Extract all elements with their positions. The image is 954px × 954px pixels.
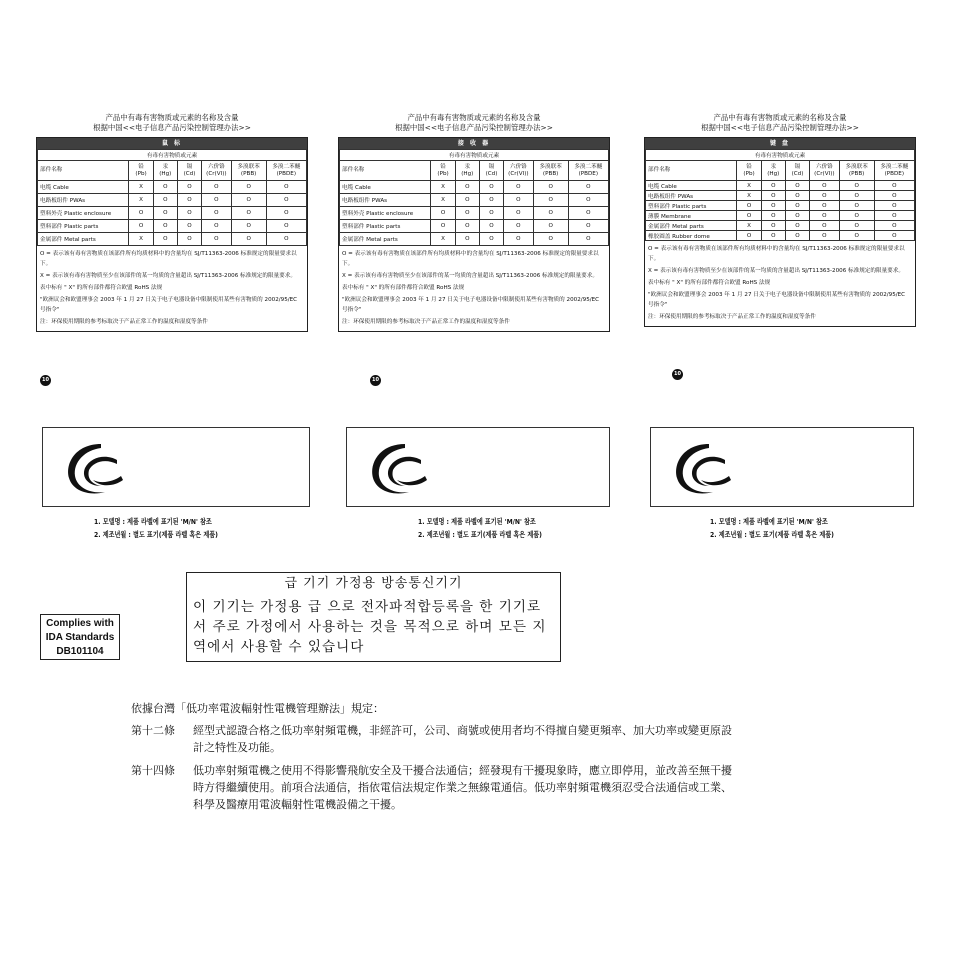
rohs-cell: O — [737, 231, 761, 241]
rohs-subheader: 有毒有害物质或元素 — [38, 150, 307, 161]
kc-mark-box — [42, 427, 310, 507]
korea-notice-body: 이 기기는 가정용 급 으로 전자파적합등록을 한 기기로서 주로 가정에서 사용하는 것을 목적으로 하며 모든 지역에서 사용할 수 있습니다 — [193, 599, 547, 655]
rohs-cell: O — [479, 194, 503, 207]
rohs-column-header: 六价铬 (Cr(VI)) — [504, 161, 534, 181]
korea-notice-title: 급 기기 가정용 방송통신기기 — [284, 576, 463, 591]
rohs-notes — [645, 241, 915, 326]
rohs-part-name: 薄膜 Membrane — [646, 211, 737, 221]
rohs-part-name: 电路板组件 PWAs — [646, 191, 737, 201]
kc-mark-box — [650, 427, 914, 507]
rohs-cell: O — [177, 181, 201, 194]
rohs-note: 表中标有 " X" 的所有部件都符合欧盟 RoHS 法规 — [342, 285, 465, 291]
taiwan-intro: 依據台灣「低功率電波輻射性電機管理辦法」規定： — [131, 702, 384, 715]
rohs-cell: O — [455, 207, 479, 220]
article-label: 第十四條 — [131, 764, 175, 777]
rohs-product-title: 接 收 器 — [339, 138, 609, 149]
rohs-cell: O — [153, 233, 177, 246]
table-row — [38, 220, 307, 233]
rohs-cell: O — [504, 194, 534, 207]
rohs-cell: O — [533, 181, 568, 194]
rohs-column-header: 部件名称 — [340, 161, 431, 181]
rohs-column-header: 铅 (Pb) — [129, 161, 153, 181]
rohs-part-name: 电缆 Cable — [38, 181, 129, 194]
rohs-heading-line: 产品中有毒有害物质或元素的名称及含量 — [713, 113, 847, 122]
rohs-product-title: 键 盘 — [645, 138, 915, 149]
rohs-column-header: 铅 (Pb) — [737, 161, 761, 181]
kc-notes — [94, 515, 218, 541]
rohs-cell: O — [202, 233, 232, 246]
table-row — [646, 231, 915, 241]
rohs-part-name: 塑料外壳 Plastic enclosure — [340, 207, 431, 220]
rohs-cell: O — [737, 201, 761, 211]
rohs-cell: X — [129, 181, 153, 194]
rohs-cell: O — [810, 211, 840, 221]
rohs-part-name: 塑料部件 Plastic parts — [340, 220, 431, 233]
rohs-notes — [37, 246, 307, 331]
rohs-note: X = 表示该有毒有害物质至少在该部件的某一均质的含量超出 SJ/T11363-2006 标准规定的限量要求。 — [40, 273, 296, 279]
taiwan-article-12 — [131, 722, 741, 756]
rohs-heading-line: 根据中国<<电子信息产品污染控制管理办法>> — [93, 123, 251, 132]
rohs-part-name: 电路板组件 PWAs — [340, 194, 431, 207]
table-row — [38, 233, 307, 246]
kc-note-date: 2. 제조년월 : 별도 표기(제품 라벨 혹은 제품) — [418, 530, 542, 539]
kc-notes — [710, 515, 834, 541]
rohs-column-header: 多溴二苯醚 (PBDE) — [874, 161, 914, 181]
rohs-cell: O — [874, 221, 914, 231]
rohs-cell: O — [785, 191, 809, 201]
rohs-note: 表中标有 " X" 的所有部件都符合欧盟 RoHS 法规 — [40, 285, 163, 291]
rohs-part-name: 电缆 Cable — [340, 181, 431, 194]
rohs-cell: O — [231, 233, 266, 246]
kc-notes — [418, 515, 542, 541]
rohs-cell: O — [504, 207, 534, 220]
rohs-part-name: 塑料外壳 Plastic enclosure — [38, 207, 129, 220]
rohs-cell: O — [431, 207, 455, 220]
rohs-cell: O — [266, 220, 306, 233]
rohs-cell: O — [177, 220, 201, 233]
rohs-cell: O — [153, 194, 177, 207]
rohs-cell: O — [533, 220, 568, 233]
table-row — [646, 181, 915, 191]
rohs-cell: X — [431, 233, 455, 246]
rohs-cell: O — [129, 207, 153, 220]
rohs-note: 注：环保使用期限的参考标取决于产品正常工作的温度和湿度等条件 — [40, 319, 208, 325]
rohs-cell: O — [533, 233, 568, 246]
rohs-cell: O — [231, 220, 266, 233]
rohs-note: O = 表示该有毒有害物质在该部件所有均质材料中的含量均在 SJ/T11363-2006 标准规定的限量要求以下。 — [342, 251, 599, 267]
rohs-cell: O — [479, 233, 503, 246]
rohs-cell: O — [785, 221, 809, 231]
rohs-cell: O — [568, 207, 608, 220]
rohs-cell: O — [874, 201, 914, 211]
rohs-cell: O — [266, 194, 306, 207]
rohs-cell: X — [737, 181, 761, 191]
rohs-table — [339, 149, 609, 246]
rohs-cell: O — [874, 211, 914, 221]
rohs-cell: O — [177, 194, 201, 207]
table-row — [340, 181, 609, 194]
rohs-table-box — [644, 137, 916, 327]
rohs-column-header: 六价铬 (Cr(VI)) — [202, 161, 232, 181]
rohs-column-header: 多溴联苯 (PBB) — [533, 161, 568, 181]
rohs-note: X = 表示该有毒有害物质至少在该部件的某一均质的含量超出 SJ/T11363-2006 标准规定的限量要求。 — [342, 273, 598, 279]
rohs-note: 表中标有 " X" 的所有部件都符合欧盟 RoHS 法规 — [648, 280, 771, 286]
ida-compliance-label — [40, 614, 120, 660]
kc-note-date: 2. 제조년월 : 별도 표기(제품 라벨 혹은 제품) — [710, 530, 834, 539]
rohs-cell: O — [153, 181, 177, 194]
rohs-panel-mouse — [36, 113, 308, 332]
table-row — [340, 220, 609, 233]
rohs-heading — [644, 113, 916, 133]
table-row — [646, 201, 915, 211]
table-row — [38, 181, 307, 194]
rohs-part-name: 橡胶圆盖 Rubber dome — [646, 231, 737, 241]
rohs-table — [37, 149, 307, 246]
rohs-cell: O — [266, 181, 306, 194]
rohs-column-header: 多溴二苯醚 (PBDE) — [568, 161, 608, 181]
rohs-part-name: 塑料部件 Plastic parts — [38, 220, 129, 233]
rohs-part-name: 金属部件 Metal parts — [38, 233, 129, 246]
rohs-cell: O — [737, 211, 761, 221]
rohs-cell: O — [839, 221, 874, 231]
rohs-table-box — [338, 137, 610, 332]
rohs-cell: O — [231, 207, 266, 220]
rohs-note: "欧洲议会和欧盟理事会 2003 年 1 月 27 日关于电子电器设备中限制使用某些有害物质的 2002/95/EC 号指令" — [648, 292, 906, 308]
rohs-cell: O — [874, 191, 914, 201]
rohs-notes — [339, 246, 609, 331]
rohs-cell: O — [785, 181, 809, 191]
rohs-cell: O — [761, 231, 785, 241]
rohs-cell: O — [153, 207, 177, 220]
rohs-cell: O — [761, 201, 785, 211]
table-row — [38, 207, 307, 220]
article-text: 經型式認證合格之低功率射頻電機，非經許可，公司、商號或使用者均不得擅自變更頻率、加大功率或變更原設計之特性及功能。 — [193, 724, 732, 754]
rohs-cell: O — [129, 220, 153, 233]
rohs-cell: O — [785, 201, 809, 211]
table-row — [646, 191, 915, 201]
kc-note-date: 2. 제조년월 : 별도 표기(제품 라벨 혹은 제품) — [94, 530, 218, 539]
rohs-product-title: 鼠 标 — [37, 138, 307, 149]
table-row — [646, 211, 915, 221]
rohs-subheader: 有毒有害物质或元素 — [646, 150, 915, 161]
rohs-note: O = 表示该有毒有害物质在该部件所有均质材料中的含量均在 SJ/T11363-2006 标准规定的限量要求以下。 — [40, 251, 297, 267]
rohs-cell: O — [810, 201, 840, 211]
kc-note-model: 1. 모델명 : 제품 라벨에 표기된 'M/N' 참조 — [710, 517, 828, 526]
kc-logo-icon — [61, 438, 125, 500]
rohs-cell: O — [231, 181, 266, 194]
rohs-note: "欧洲议会和欧盟理事会 2003 年 1 月 27 日关于电子电器设备中限制使用某些有害物质的 2002/95/EC 号指令" — [40, 297, 298, 313]
rohs-cell: O — [202, 181, 232, 194]
rohs-cell: O — [839, 191, 874, 201]
rohs-heading — [36, 113, 308, 133]
rohs-subheader: 有毒有害物质或元素 — [340, 150, 609, 161]
rohs-cell: O — [810, 191, 840, 201]
rohs-cell: O — [504, 181, 534, 194]
article-label: 第十二條 — [131, 724, 175, 737]
ida-code: DB101104 — [56, 646, 104, 657]
kc-logo-icon — [669, 438, 733, 500]
rohs-heading-line: 产品中有毒有害物质或元素的名称及含量 — [105, 113, 239, 122]
rohs-cell: O — [266, 207, 306, 220]
rohs-cell: O — [202, 194, 232, 207]
efup-icon: 10 — [672, 369, 683, 380]
rohs-column-header: 汞 (Hg) — [153, 161, 177, 181]
rohs-cell: O — [839, 231, 874, 241]
rohs-cell: X — [431, 194, 455, 207]
rohs-cell: O — [231, 194, 266, 207]
rohs-cell: O — [568, 181, 608, 194]
rohs-cell: O — [504, 220, 534, 233]
rohs-note: "欧洲议会和欧盟理事会 2003 年 1 月 27 日关于电子电器设备中限制使用某些有害物质的 2002/95/EC 号指令" — [342, 297, 600, 313]
table-row — [38, 194, 307, 207]
rohs-cell: O — [761, 221, 785, 231]
rohs-cell: O — [479, 220, 503, 233]
rohs-note: 注：环保使用期限的参考标取决于产品正常工作的温度和湿度等条件 — [342, 319, 510, 325]
rohs-cell: O — [761, 191, 785, 201]
rohs-cell: O — [874, 181, 914, 191]
table-row — [646, 221, 915, 231]
rohs-cell: X — [431, 181, 455, 194]
korea-emc-notice — [186, 572, 561, 662]
rohs-column-header: 铅 (Pb) — [431, 161, 455, 181]
rohs-cell: O — [533, 207, 568, 220]
rohs-part-name: 金属部件 Metal parts — [340, 233, 431, 246]
rohs-column-header: 多溴二苯醚 (PBDE) — [266, 161, 306, 181]
article-text: 低功率射頻電機之使用不得影響飛航安全及干擾合法通信；經發現有干擾現象時，應立即停用，並改善至無干擾時方得繼續使用。前項合法通信，指依電信法規定作業之無線電通信。低功率射頻電機須忍受合法通信或工業、科學及醫療用電波輻射性電機設備之干擾。 — [193, 764, 732, 811]
rohs-cell: O — [874, 231, 914, 241]
rohs-cell: O — [568, 194, 608, 207]
rohs-column-header: 镉 (Cd) — [177, 161, 201, 181]
rohs-heading-line: 产品中有毒有害物质或元素的名称及含量 — [407, 113, 541, 122]
table-row — [340, 194, 609, 207]
rohs-cell: O — [455, 220, 479, 233]
rohs-cell: O — [533, 194, 568, 207]
rohs-cell: O — [455, 194, 479, 207]
rohs-table — [645, 149, 915, 241]
rohs-cell: O — [761, 211, 785, 221]
kc-note-model: 1. 모델명 : 제품 라벨에 표기된 'M/N' 참조 — [94, 517, 212, 526]
rohs-cell: O — [839, 211, 874, 221]
rohs-column-header: 汞 (Hg) — [761, 161, 785, 181]
rohs-table-box — [36, 137, 308, 332]
efup-icon: 10 — [370, 375, 381, 386]
rohs-heading-line: 根据中国<<电子信息产品污染控制管理办法>> — [701, 123, 859, 132]
kc-mark-box — [346, 427, 610, 507]
rohs-cell: O — [810, 181, 840, 191]
rohs-cell: O — [455, 181, 479, 194]
kc-note-model: 1. 모델명 : 제품 라벨에 표기된 'M/N' 참조 — [418, 517, 536, 526]
rohs-cell: O — [568, 233, 608, 246]
rohs-cell: O — [202, 207, 232, 220]
efup-icon: 10 — [40, 375, 51, 386]
rohs-cell: O — [785, 231, 809, 241]
rohs-cell: O — [761, 181, 785, 191]
rohs-part-name: 金属部件 Metal parts — [646, 221, 737, 231]
rohs-cell: O — [177, 207, 201, 220]
rohs-note: 注：环保使用期限的参考标取决于产品正常工作的温度和湿度等条件 — [648, 314, 816, 320]
rohs-note: O = 表示该有毒有害物质在该部件所有均质材料中的含量均在 SJ/T11363-2006 标准规定的限量要求以下。 — [648, 246, 905, 262]
ida-line: Complies with — [46, 618, 114, 629]
rohs-cell: O — [455, 233, 479, 246]
rohs-cell: O — [810, 221, 840, 231]
rohs-cell: O — [153, 220, 177, 233]
rohs-cell: O — [479, 207, 503, 220]
table-row — [340, 207, 609, 220]
rohs-cell: X — [129, 194, 153, 207]
rohs-heading — [338, 113, 610, 133]
rohs-cell: O — [568, 220, 608, 233]
rohs-cell: O — [785, 211, 809, 221]
rohs-heading-line: 根据中国<<电子信息产品污染控制管理办法>> — [395, 123, 553, 132]
rohs-cell: O — [202, 220, 232, 233]
rohs-column-header: 部件名称 — [38, 161, 129, 181]
table-row — [340, 233, 609, 246]
rohs-column-header: 部件名称 — [646, 161, 737, 181]
kc-logo-icon — [365, 438, 429, 500]
rohs-column-header: 多溴联苯 (PBB) — [839, 161, 874, 181]
rohs-column-header: 镉 (Cd) — [479, 161, 503, 181]
rohs-note: X = 表示该有毒有害物质至少在该部件的某一均质的含量超出 SJ/T11363-2006 标准规定的限量要求。 — [648, 268, 904, 274]
rohs-column-header: 镉 (Cd) — [785, 161, 809, 181]
rohs-column-header: 汞 (Hg) — [455, 161, 479, 181]
rohs-cell: X — [129, 233, 153, 246]
rohs-panel-keyboard — [644, 113, 916, 327]
rohs-part-name: 塑料部件 Plastic parts — [646, 201, 737, 211]
rohs-cell: O — [839, 201, 874, 211]
rohs-column-header: 多溴联苯 (PBB) — [231, 161, 266, 181]
rohs-part-name: 电缆 Cable — [646, 181, 737, 191]
rohs-cell: X — [737, 191, 761, 201]
rohs-cell: O — [504, 233, 534, 246]
rohs-cell: O — [431, 220, 455, 233]
rohs-cell: X — [737, 221, 761, 231]
taiwan-article-14 — [131, 762, 741, 813]
rohs-cell: O — [266, 233, 306, 246]
rohs-column-header: 六价铬 (Cr(VI)) — [810, 161, 840, 181]
ida-line: IDA Standards — [45, 632, 115, 643]
rohs-cell: O — [479, 181, 503, 194]
rohs-cell: O — [839, 181, 874, 191]
rohs-cell: O — [177, 233, 201, 246]
rohs-panel-receiver — [338, 113, 610, 332]
rohs-cell: O — [810, 231, 840, 241]
rohs-part-name: 电路板组件 PWAs — [38, 194, 129, 207]
